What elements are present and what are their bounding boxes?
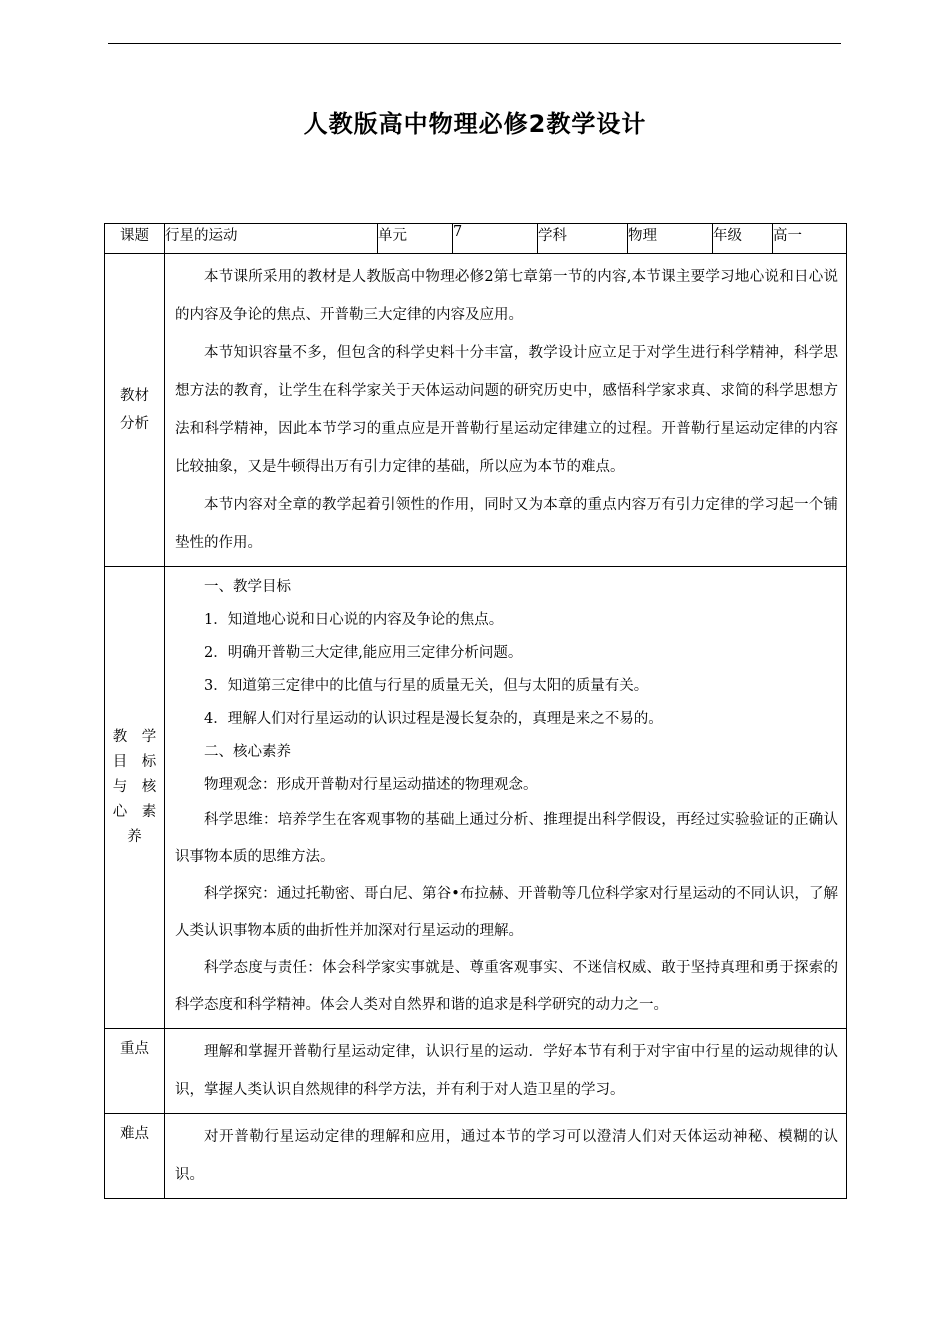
goals-item: 3．知道第三定律中的比值与行星的质量无关，但与太阳的质量有关。 [204,678,649,694]
page-title: 人教版高中物理必修2教学设计 [303,110,647,138]
goals-item: 物理观念：形成开普勒对行星运动描述的物理观念。 [204,777,538,793]
goals-heading: 一、教学目标 [204,579,291,595]
goals-heading: 二、核心素养 [204,744,291,760]
analysis-paragraph: 本节课所采用的教材是人教版高中物理必修2第七章第一节的内容,本节课主要学习地心说和日心说的内容及争论的焦点、开普勒三大定律的内容及应用。 [175,269,838,323]
goals-label-line: 目 标 [112,754,157,770]
unit-label: 单元 [378,224,453,254]
goals-label-line: 与 核 [112,779,157,795]
grade-value: 高一 [773,224,847,254]
goals-item: 1．知道地心说和日心说的内容及争论的焦点。 [204,612,504,628]
key-points-label: 重点 [105,1029,165,1114]
grade-label: 年级 [713,224,773,254]
analysis-label-line: 分析 [120,416,149,432]
key-points-row [105,1029,847,1114]
goals-item: 科学思维：培养学生在客观事物的基础上通过分析、推理提出科学假设，再经过实验验证的正确认识事物本质的思维方法。 [175,812,838,865]
topic-value: 行星的运动 [165,224,378,254]
key-points-text: 理解和掌握开普勒行星运动定律，认识行星的运动．学好本节有利于对宇宙中行星的运动规律的认识，掌握人类认识自然规律的科学方法，并有利于对人造卫星的学习。 [175,1044,838,1098]
analysis-content [165,254,847,567]
goals-label-line: 养 [127,829,142,845]
analysis-paragraph: 本节知识容量不多，但包含的科学史料十分丰富，教学设计应立足于对学生进行科学精神，科学思想方法的教育，让学生在科学家关于天体运动问题的研究历史中，感悟科学家求真、求简的科学思想方法和科学精神，因此本节学习的重点应是开普勒行星运动定律建立的过程。开普勒行星运动定律的内容比较抽象，又是牛顿得出万有引力定律的基础，所以应为本节的难点。 [175,345,838,475]
goals-item: 4．理解人们对行星运动的认识过程是漫长复杂的，真理是来之不易的。 [204,711,663,727]
lesson-plan-table [104,223,847,1199]
goals-label-line: 教 学 [112,729,157,745]
topic-label: 课题 [105,224,165,254]
analysis-row [105,254,847,567]
goals-item: 科学态度与责任：体会科学家实事就是、尊重客观事实、不迷信权威、敢于坚持真理和勇于探索的科学态度和科学精神。体会人类对自然界和谐的追求是科学研究的动力之一。 [175,960,838,1013]
difficult-points-row [105,1114,847,1199]
analysis-label-line: 教材 [120,388,149,404]
analysis-label [105,254,165,567]
goals-content [165,567,847,1029]
subject-value: 物理 [628,224,713,254]
info-row [105,224,847,254]
difficult-points-text: 对开普勒行星运动定律的理解和应用，通过本节的学习可以澄清人们对天体运动神秘、模糊的认识。 [175,1129,838,1183]
analysis-paragraph: 本节内容对全章的教学起着引领性的作用，同时又为本章的重点内容万有引力定律的学习起一个铺垫性的作用。 [175,497,838,551]
header-rule [108,43,841,44]
difficult-points-label: 难点 [105,1114,165,1199]
goals-row [105,567,847,1029]
key-points-content [165,1029,847,1114]
goals-item: 2．明确开普勒三大定律,能应用三定律分析问题。 [204,645,523,661]
difficult-points-content [165,1114,847,1199]
goals-label-line: 心 素 [112,804,157,820]
goals-item: 科学探究：通过托勒密、哥白尼、第谷•布拉赫、开普勒等几位科学家对行星运动的不同认识，了解人类认识事物本质的曲折性并加深对行星运动的理解。 [175,886,838,939]
unit-value: 7 [453,224,538,254]
subject-label: 学科 [538,224,628,254]
goals-label [105,567,165,1029]
